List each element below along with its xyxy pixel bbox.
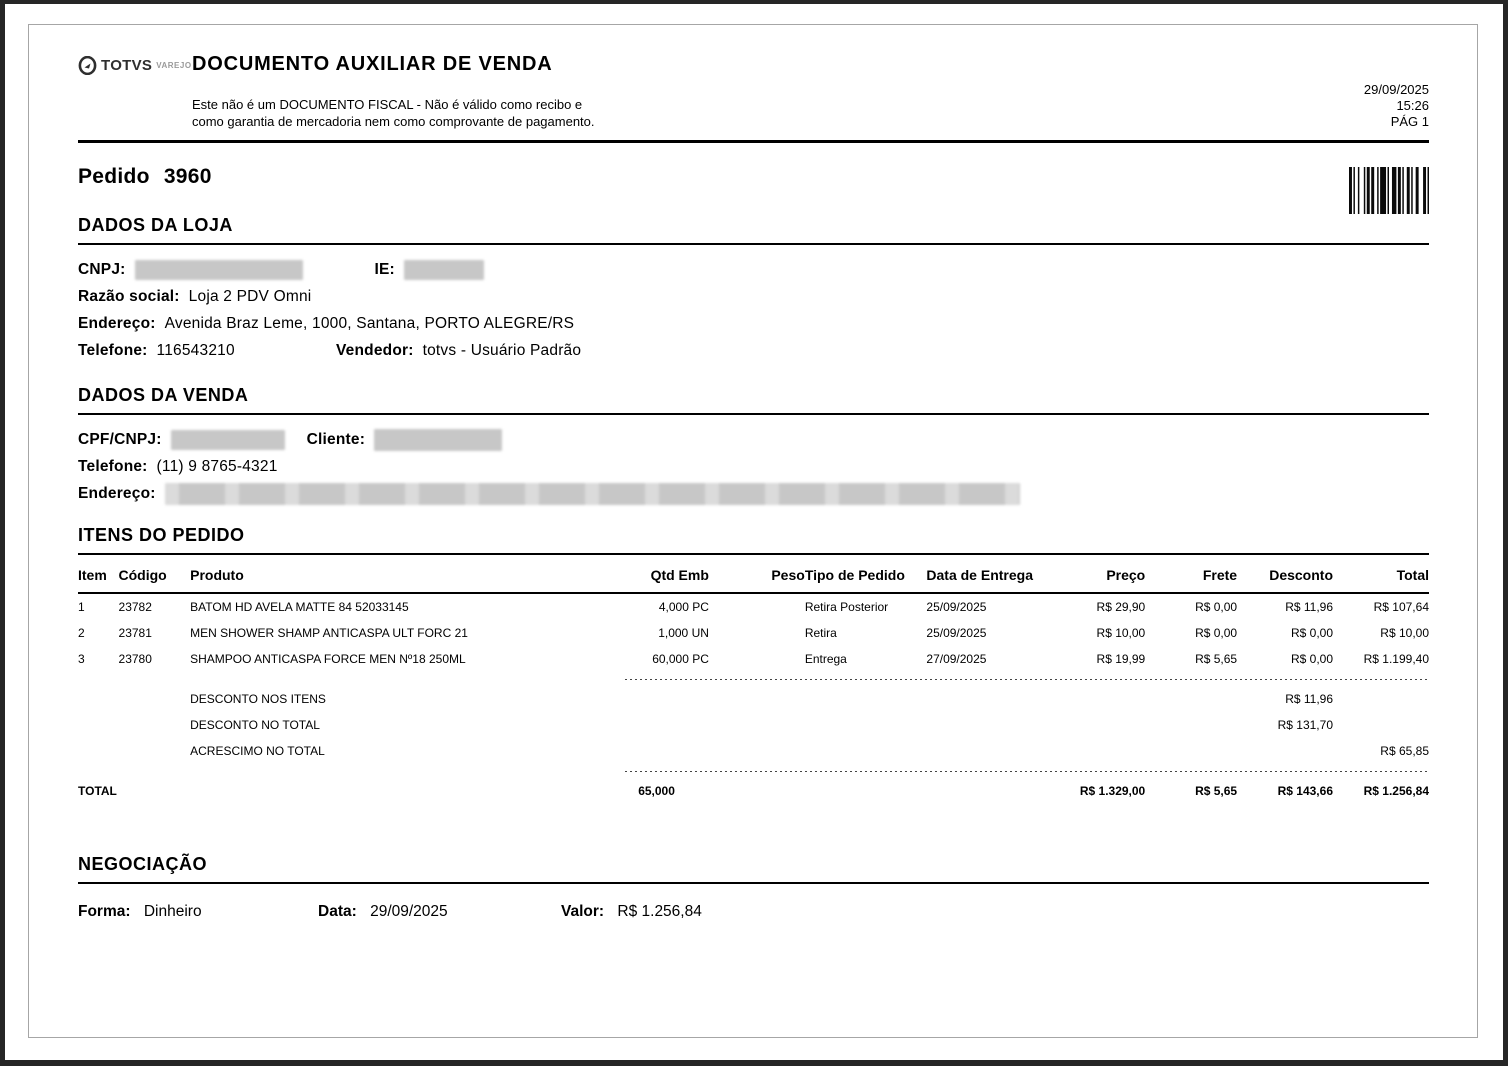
negotiation-section: [78, 854, 1429, 922]
total-preco: R$ 1.329,00: [1079, 784, 1146, 798]
vendedor-value: totvs - Usuário Padrão: [422, 342, 582, 359]
col-codigo: Código: [119, 555, 191, 593]
total-total: R$ 1.256,84: [1363, 784, 1429, 798]
col-peso: Peso: [709, 555, 805, 593]
item-preco: R$ 19,99: [1096, 652, 1146, 666]
store-endereco-value: Avenida Braz Leme, 1000, Santana, PORTO ALEGRE/RS: [164, 315, 575, 332]
negotiation-row: [78, 902, 1429, 922]
cliente-label: Cliente:: [306, 431, 366, 448]
adjustment-total: R$ 65,85: [1380, 744, 1429, 758]
page-number: PÁG 1: [1390, 114, 1429, 129]
valor-label: Valor:: [561, 903, 605, 920]
item-codigo: 23781: [118, 626, 152, 640]
col-item: Item: [78, 555, 119, 593]
col-frete: Frete: [1145, 555, 1237, 593]
brand-name: TOTVS: [101, 57, 153, 74]
item-data-entrega: 27/09/2025: [926, 652, 987, 666]
adjustment-label: ACRESCIMO NO TOTAL: [190, 744, 325, 758]
item-produto: SHAMPOO ANTICASPA FORCE MEN Nº18 250ML: [190, 652, 466, 666]
adjustment-total: [1333, 712, 1429, 738]
document-header: [78, 53, 1429, 130]
item-desconto: R$ 11,96: [1285, 600, 1333, 614]
item-total: R$ 1.199,40: [1363, 652, 1429, 666]
sale-telefone-value: (11) 9 8765-4321: [156, 458, 278, 475]
col-qtd-emb: Qtd Emb: [625, 555, 709, 593]
sale-cpf-row: [78, 430, 1429, 450]
item-number: 1: [78, 600, 85, 614]
item-data-entrega: 25/09/2025: [926, 626, 987, 640]
negotiation-section-rule: [78, 882, 1429, 884]
redacted-cpf-value: [171, 430, 285, 450]
item-row-2: [78, 620, 1429, 646]
valor-pair: [561, 903, 702, 921]
item-frete: R$ 5,65: [1195, 652, 1238, 666]
disclaimer-line-1: Este não é um DOCUMENTO FISCAL - Não é válido como recibo e: [192, 97, 583, 112]
redacted-cliente-value: [374, 429, 502, 451]
item-qtd: 60,000 PC: [652, 652, 709, 666]
item-row-1: [78, 593, 1429, 620]
print-datetime: [1364, 82, 1429, 130]
store-cnpj-row: [78, 260, 1429, 280]
item-codigo: 23782: [118, 600, 152, 614]
data-pair: [318, 903, 561, 921]
order-title: [78, 165, 212, 189]
col-tipo-pedido: Tipo de Pedido: [805, 555, 927, 593]
store-telefone-value: 116543210: [156, 342, 235, 359]
col-preco: Preço: [1044, 555, 1145, 593]
ie-label: IE:: [374, 261, 395, 278]
item-produto: MEN SHOWER SHAMP ANTICASPA ULT FORC 21: [190, 626, 468, 640]
item-number: 3: [78, 652, 85, 666]
item-peso: [709, 620, 805, 646]
item-total: R$ 107,64: [1373, 600, 1429, 614]
order-label: Pedido: [78, 165, 150, 188]
order-row: [78, 165, 1429, 215]
dashed-separator: [625, 771, 1429, 772]
total-frete: R$ 5,65: [1195, 784, 1238, 798]
negotiation-section-heading: NEGOCIAÇÃO: [78, 854, 208, 874]
item-tipo: Entrega: [804, 652, 847, 666]
brand-suffix: VAREJO: [156, 61, 192, 70]
adjustment-label: DESCONTO NO TOTAL: [190, 718, 320, 732]
disclaimer-line-2: como garantia de mercadoria nem como comprovante de pagamento.: [192, 114, 595, 129]
item-row-3: [78, 646, 1429, 672]
col-data-entrega: Data de Entrega: [926, 555, 1044, 593]
sale-section-heading: DADOS DA VENDA: [78, 385, 249, 405]
item-peso: [709, 593, 805, 620]
cnpj-label: CNPJ:: [78, 261, 126, 278]
totvs-logo: [78, 56, 192, 75]
col-desconto: Desconto: [1237, 555, 1333, 593]
totvs-logo-icon: [78, 56, 97, 75]
item-preco: R$ 10,00: [1096, 626, 1146, 640]
item-number: 2: [78, 626, 85, 640]
disclaimer-text: [192, 96, 595, 130]
razao-social-label: Razão social:: [78, 288, 180, 305]
redacted-endereco-value: [165, 483, 1020, 505]
adjustment-row-total-addition: [78, 738, 1429, 764]
total-label: TOTAL: [78, 784, 117, 798]
item-qtd: 4,000 PC: [658, 600, 709, 614]
data-value: 29/09/2025: [370, 903, 448, 920]
document-frame: [28, 24, 1478, 1038]
barcode: [1349, 167, 1429, 214]
store-telefone-row: [78, 341, 1429, 361]
dashed-separator: [625, 679, 1429, 680]
adjustment-desconto: R$ 131,70: [1277, 718, 1333, 732]
adjustment-desconto: R$ 11,96: [1285, 692, 1333, 706]
forma-value: Dinheiro: [143, 903, 202, 920]
redacted-cnpj-value: [135, 260, 303, 280]
adjustment-total: [1333, 686, 1429, 712]
separator-row: [78, 764, 1429, 778]
sale-telefone-row: [78, 457, 1429, 477]
col-total: Total: [1333, 555, 1429, 593]
razao-social-value: Loja 2 PDV Omni: [188, 288, 312, 305]
item-preco: R$ 29,90: [1096, 600, 1146, 614]
item-desconto: R$ 0,00: [1290, 652, 1333, 666]
adjustment-label: DESCONTO NOS ITENS: [190, 692, 326, 706]
store-section-rule: [78, 243, 1429, 245]
item-desconto: R$ 0,00: [1290, 626, 1333, 640]
item-peso: [709, 646, 805, 672]
forma-label: Forma:: [78, 903, 131, 920]
adjustment-desconto: [1237, 738, 1333, 764]
item-total: R$ 10,00: [1380, 626, 1429, 640]
item-produto: BATOM HD AVELA MATTE 84 52033145: [190, 600, 409, 614]
items-header-row: [78, 555, 1429, 593]
store-endereco-label: Endereço:: [78, 315, 156, 332]
title-block: [192, 53, 595, 130]
store-telefone-label: Telefone:: [78, 342, 148, 359]
total-desconto: R$ 143,66: [1277, 784, 1333, 798]
store-endereco-row: [78, 314, 1429, 334]
document-page: [5, 4, 1503, 1060]
vendedor-label: Vendedor:: [336, 342, 414, 359]
item-tipo: Retira: [804, 626, 837, 640]
document-title: DOCUMENTO AUXILIAR DE VENDA: [192, 53, 553, 75]
total-qtd: 65,000: [638, 784, 675, 798]
items-section-heading: ITENS DO PEDIDO: [78, 525, 245, 545]
item-qtd: 1,000 UN: [658, 626, 709, 640]
items-table: [78, 555, 1429, 804]
valor-value: R$ 1.256,84: [617, 903, 702, 920]
item-tipo: Retira Posterior: [804, 600, 889, 614]
store-section-heading: DADOS DA LOJA: [78, 215, 233, 235]
sale-endereco-label: Endereço:: [78, 485, 156, 502]
header-rule: [78, 140, 1429, 143]
store-telefone-pair: [78, 342, 336, 360]
forma-pair: [78, 903, 318, 921]
col-produto: Produto: [190, 555, 625, 593]
cpf-cnpj-label: CPF/CNPJ:: [78, 431, 162, 448]
print-time: 15:26: [1396, 98, 1429, 113]
item-codigo: 23780: [118, 652, 152, 666]
sale-telefone-label: Telefone:: [78, 458, 148, 475]
item-data-entrega: 25/09/2025: [926, 600, 987, 614]
sale-section-rule: [78, 413, 1429, 415]
separator-row: [78, 672, 1429, 686]
sale-endereco-row: [78, 484, 1429, 504]
order-number: 3960: [163, 165, 212, 188]
item-frete: R$ 0,00: [1195, 626, 1238, 640]
total-row: [78, 778, 1429, 804]
data-label: Data:: [318, 903, 357, 920]
store-razao-row: [78, 287, 1429, 307]
adjustment-row-items-discount: [78, 686, 1429, 712]
adjustment-row-total-discount: [78, 712, 1429, 738]
item-frete: R$ 0,00: [1195, 600, 1238, 614]
print-date: 29/09/2025: [1363, 82, 1429, 97]
redacted-ie-value: [404, 260, 484, 280]
